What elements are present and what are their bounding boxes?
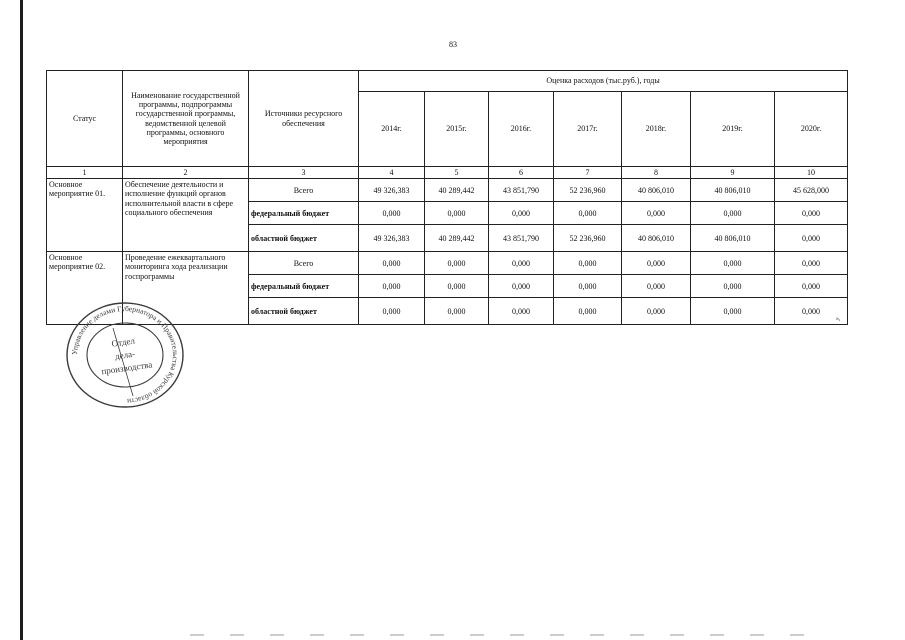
official-seal: [63, 300, 187, 410]
expense-value: 0,000: [622, 252, 691, 275]
expense-value: 0,000: [622, 298, 691, 325]
expense-value: 0,000: [359, 298, 425, 325]
funding-source: областной бюджет: [249, 298, 359, 325]
expense-value: 43 851,790: [489, 179, 554, 202]
expense-value: 0,000: [691, 252, 775, 275]
expense-value: 0,000: [775, 202, 848, 225]
activity-name: Проведение ежеквартального мониторинга хода реализации госпрограммы: [123, 252, 249, 325]
expense-value: 40 806,010: [691, 179, 775, 202]
column-number: 8: [622, 167, 691, 179]
activity-name: Обеспечение деятельности и исполнение функций органов исполнительной власти в сфере социального обеспечения: [123, 179, 249, 252]
column-number: 9: [691, 167, 775, 179]
funding-source: областной бюджет: [249, 225, 359, 252]
expense-value: 0,000: [775, 298, 848, 325]
funding-source: федеральный бюджет: [249, 275, 359, 298]
expense-value: 40 806,010: [622, 179, 691, 202]
expense-value: 0,000: [622, 275, 691, 298]
header-year: 2015г.: [425, 92, 489, 167]
column-number: 7: [554, 167, 622, 179]
expense-value: 0,000: [775, 225, 848, 252]
header-source: Источники ресурсного обеспечения: [249, 71, 359, 167]
funding-source: федеральный бюджет: [249, 202, 359, 225]
column-number: 1: [47, 167, 123, 179]
expense-value: 0,000: [775, 252, 848, 275]
header-year: 2020г.: [775, 92, 848, 167]
funding-source: Всего: [249, 179, 359, 202]
expense-value: 52 236,960: [554, 179, 622, 202]
expense-value: 40 806,010: [691, 225, 775, 252]
expense-value: 43 851,790: [489, 225, 554, 252]
expense-value: 0,000: [489, 252, 554, 275]
expense-value: 0,000: [425, 298, 489, 325]
column-number: 2: [123, 167, 249, 179]
header-status: Статус: [47, 71, 123, 167]
header-year: 2017г.: [554, 92, 622, 167]
expense-value: 0,000: [359, 252, 425, 275]
svg-text:Отдел: Отдел: [110, 335, 136, 349]
scan-artifact: [190, 634, 830, 636]
expense-value: 0,000: [359, 202, 425, 225]
closing-quote-mark: »,: [836, 316, 841, 322]
column-number: 5: [425, 167, 489, 179]
expense-value: 0,000: [775, 275, 848, 298]
expense-value: 0,000: [554, 275, 622, 298]
header-year: 2014г.: [359, 92, 425, 167]
expense-value: 0,000: [554, 298, 622, 325]
expense-value: 0,000: [691, 202, 775, 225]
svg-text:дела-: дела-: [114, 348, 136, 362]
header-year: 2016г.: [489, 92, 554, 167]
expense-value: 40 289,442: [425, 179, 489, 202]
funding-source: Всего: [249, 252, 359, 275]
expense-value: 52 236,960: [554, 225, 622, 252]
column-number: 6: [489, 167, 554, 179]
expense-value: 0,000: [691, 275, 775, 298]
table-row: [47, 252, 848, 275]
expense-value: 40 289,442: [425, 225, 489, 252]
header-estimate: Оценка расходов (тыс.руб.), годы: [359, 71, 848, 92]
expense-value: 0,000: [425, 275, 489, 298]
svg-text:Управление делами Губернатора: Управление делами Губернатора и Правительства Курской области: [69, 303, 181, 406]
expense-value: 0,000: [489, 298, 554, 325]
header-year: 2018г.: [622, 92, 691, 167]
page-number: 83: [449, 40, 457, 49]
expense-value: 40 806,010: [622, 225, 691, 252]
column-number: 10: [775, 167, 848, 179]
scan-edge: [20, 0, 23, 640]
column-number: 4: [359, 167, 425, 179]
expense-value: 45 628,000: [775, 179, 848, 202]
activity-status: Основное мероприятие 02.: [47, 252, 123, 325]
expense-value: 0,000: [691, 298, 775, 325]
expense-value: 0,000: [359, 275, 425, 298]
expense-value: 0,000: [425, 202, 489, 225]
activity-status: Основное мероприятие 01.: [47, 179, 123, 252]
expense-value: 49 326,383: [359, 179, 425, 202]
expense-value: 0,000: [489, 202, 554, 225]
budget-table: [46, 70, 848, 325]
column-number: 3: [249, 167, 359, 179]
expense-value: 0,000: [425, 252, 489, 275]
header-year: 2019г.: [691, 92, 775, 167]
expense-value: 0,000: [554, 252, 622, 275]
expense-value: 0,000: [554, 202, 622, 225]
expense-value: 0,000: [489, 275, 554, 298]
svg-text:производства: производства: [100, 359, 153, 377]
expense-value: 49 326,383: [359, 225, 425, 252]
expense-value: 0,000: [622, 202, 691, 225]
table-row: [47, 179, 848, 202]
header-name: Наименование государственной программы, подпрограммы государственной программы, ведомственной целевой программы, основного мероприятия: [123, 71, 249, 167]
